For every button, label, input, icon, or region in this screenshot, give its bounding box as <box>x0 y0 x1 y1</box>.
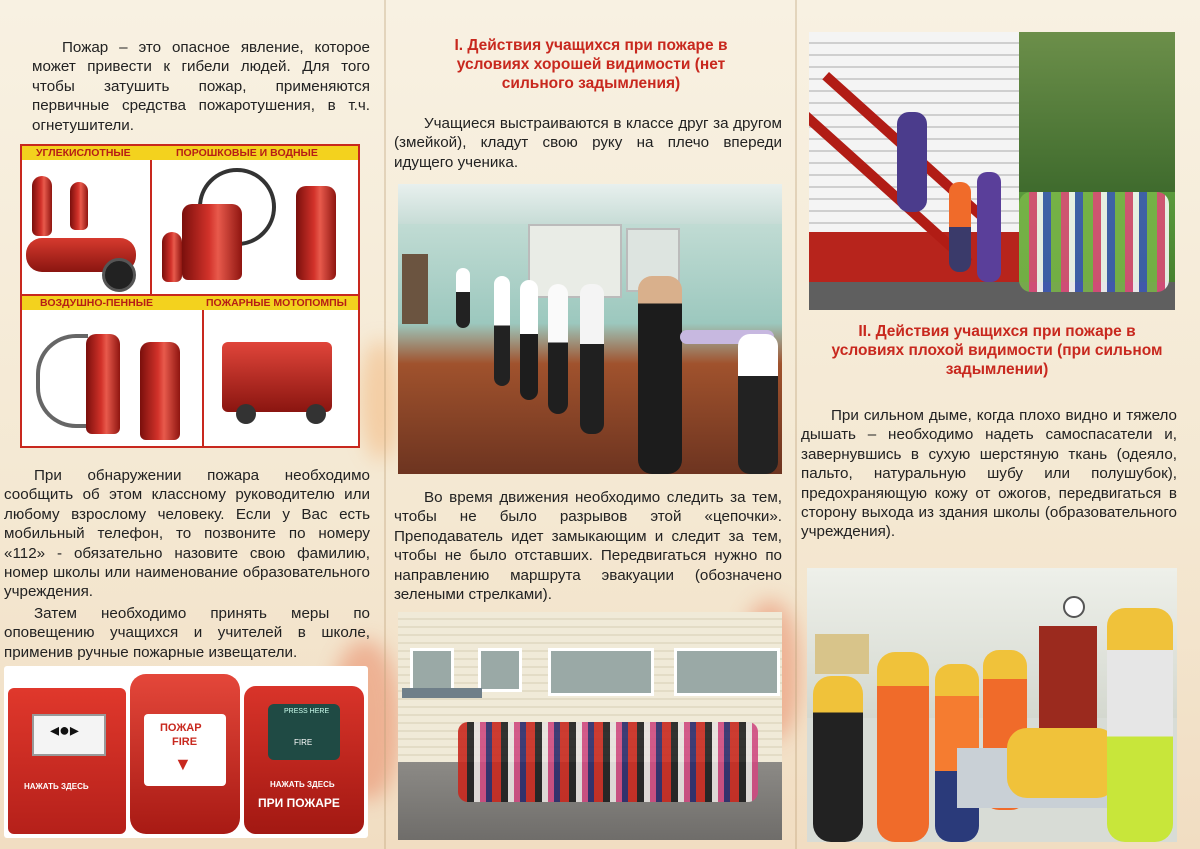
co2-extinguisher-image <box>32 176 52 236</box>
call-points-panel <box>4 666 368 838</box>
intro-paragraph: Пожар – это опасное явление, которое может привести к гибели людей. Для того чтобы затушить пожар, применяются первичные средства пожаротушения, в т.ч. огнетушители. <box>32 39 370 134</box>
motor-pump-image <box>222 342 332 412</box>
powder-extinguisher-image <box>296 186 336 280</box>
teacher-figure <box>897 112 927 212</box>
student-figure <box>456 268 470 328</box>
outdoor-evacuation-photo <box>398 612 782 840</box>
call-point-1 <box>8 688 126 834</box>
foam-extinguisher-image <box>86 334 120 434</box>
left-panel <box>0 0 384 849</box>
press-here-label: НАЖАТЬ ЗДЕСЬ <box>24 782 89 791</box>
fire-escape-stairs-photo <box>809 32 1175 310</box>
section-2-heading: II. Действия учащихся при пожаре в условиях плохой видимости (при сильном задымлении) <box>831 323 1163 378</box>
doorway <box>1039 626 1097 736</box>
notice-board <box>528 224 622 298</box>
fire-button-label: FIRE <box>294 738 313 747</box>
smoke-paragraph: При сильном дыме, когда плохо видно и тяжело дышать – необходимо надеть самоспасатели и, завернувшись в сухую шерстяную ткань (одеяло, пальто, натуральную шубу или полушубок), предохраняющую кожу от ожогов, передвигаться в сторону выхода из здания школы (образовательного учреждения). <box>801 407 1177 541</box>
poster <box>815 634 869 674</box>
door <box>402 254 428 324</box>
fire-en-label: FIRE <box>172 736 198 748</box>
call-point-3 <box>244 686 364 834</box>
window <box>478 648 522 692</box>
detect-paragraph: При обнаружении пожара необходимо сообщить об этом классному руководителю или любому взрослому человеку. Если у Вас есть мобильный телефон, то позвоните по номеру «112» - обязательно назовите свою фамилию, номер школы или наименование образовательного учреждения. <box>4 467 370 601</box>
window <box>674 648 780 696</box>
student-figure <box>580 284 604 434</box>
person-in-vest <box>1107 608 1173 842</box>
call-point-2 <box>130 674 240 834</box>
wheel-icon <box>102 258 136 292</box>
student-figure <box>738 334 778 474</box>
teacher-figure <box>977 172 1001 282</box>
chain-paragraph: Во время движения необходимо следить за тем, чтобы не было разрывов этой «цепочки». Преподаватель идет замыкающим и следит за тем, чтобы не было отставших. Передвигаться нужно по направлению маршрута эвакуации (обозначено зелеными стрелками). <box>394 489 782 604</box>
foam-extinguisher-image <box>140 342 180 440</box>
wheel-icon <box>236 404 256 424</box>
student-figure <box>494 276 510 386</box>
foam-hose-image <box>36 334 88 428</box>
child-figure <box>949 182 971 272</box>
window <box>410 648 454 692</box>
middle-panel <box>386 0 794 849</box>
student-figure <box>638 276 682 474</box>
label-co2: УГЛЕКИСЛОТНЫЕ <box>36 147 131 159</box>
divider-vertical <box>150 160 152 294</box>
press-here-en-label: PRESS HERE <box>284 708 330 715</box>
wheel-icon <box>306 404 326 424</box>
label-pumps: ПОЖАРНЫЕ МОТОПОМПЫ <box>206 297 347 309</box>
canopy <box>402 688 482 698</box>
co2-extinguisher-image <box>70 182 88 230</box>
extinguisher-types-board <box>20 144 360 448</box>
trees <box>1019 32 1175 192</box>
student-figure <box>548 284 568 414</box>
arrow-icon: ◂●▸ <box>50 720 79 740</box>
window <box>548 648 654 696</box>
children-group <box>458 722 758 802</box>
wheeled-powder-extinguisher-image <box>182 204 242 280</box>
label-foam: ВОЗДУШНО-ПЕННЫЕ <box>40 297 154 309</box>
powder-extinguisher-image <box>162 232 182 282</box>
alarm-paragraph: Затем необходимо принять меры по оповещению учащихся и учителей в школе, применив ручные пожарные извещатели. <box>4 605 370 661</box>
label-powder: ПОРОШКОВЫЕ И ВОДНЫЕ <box>176 147 318 159</box>
children-group <box>1019 192 1169 292</box>
student-figure <box>520 280 538 400</box>
divider-vertical <box>202 310 204 446</box>
ceiling <box>398 184 782 224</box>
wall-clock-icon <box>1063 596 1085 618</box>
corridor-evacuation-photo <box>398 184 782 474</box>
right-panel <box>797 0 1200 849</box>
line-up-paragraph: Учащиеся выстраиваются в классе друг за другом (змейкой), кладут свою руку на плечо впереди идущего ученика. <box>394 115 782 171</box>
section-1-heading: I. Действия учащихся при пожаре в условиях хорошей видимости (нет сильного задымления) <box>454 37 728 92</box>
protective-suits <box>1007 728 1117 798</box>
fire-ru-label: ПОЖАР <box>160 722 202 734</box>
person-in-mask <box>813 676 863 842</box>
down-arrow-icon: ▼ <box>174 754 192 774</box>
on-fire-label: ПРИ ПОЖАРЕ <box>258 796 340 810</box>
press-here-2-label: НАЖАТЬ ЗДЕСЬ <box>270 780 335 789</box>
person-in-mask <box>877 652 929 842</box>
gas-mask-drill-photo <box>807 568 1177 842</box>
